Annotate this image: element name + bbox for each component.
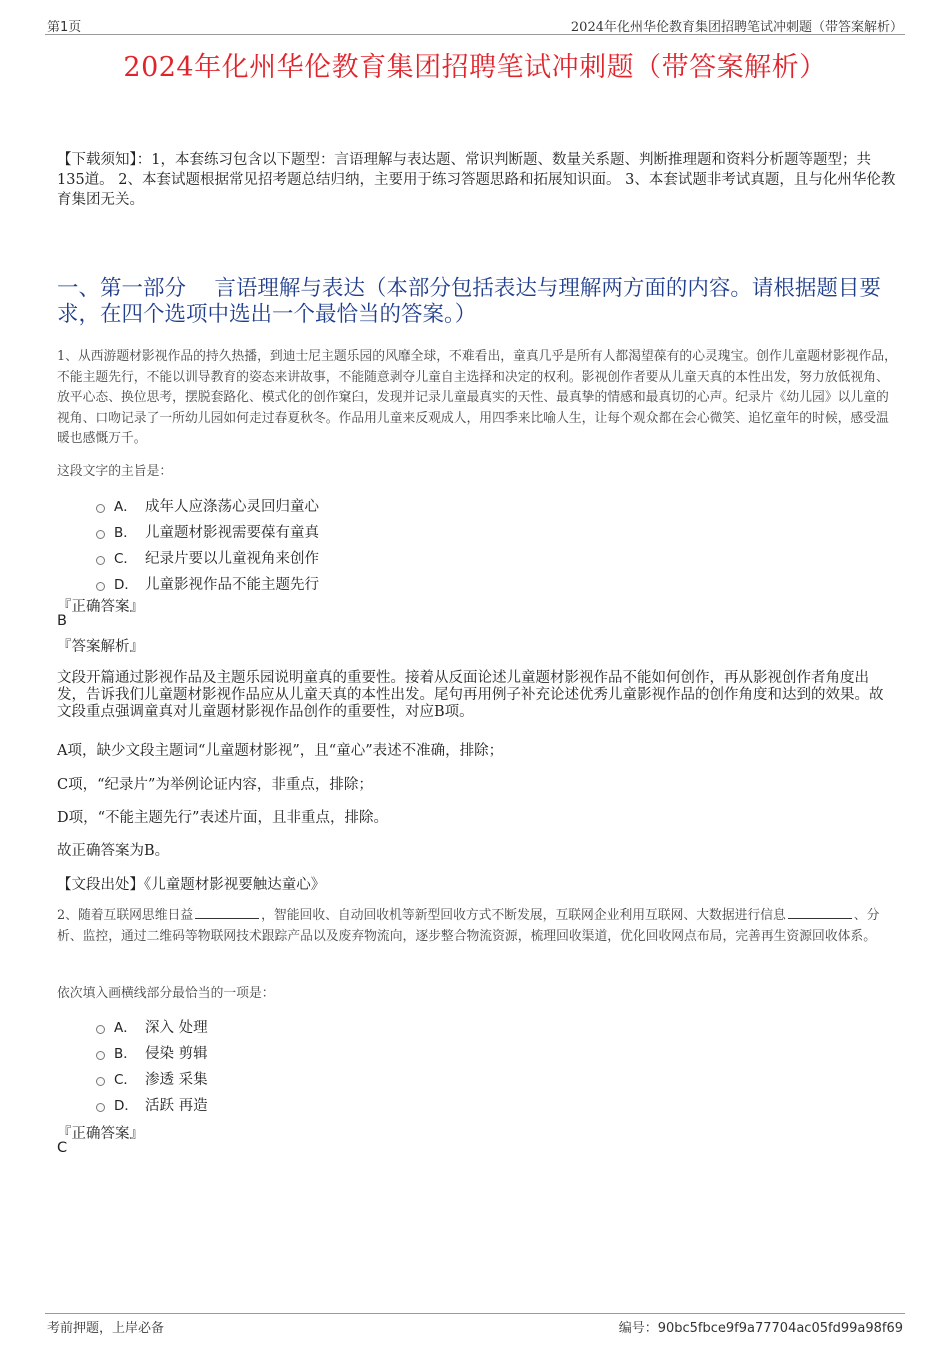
option-d[interactable]: D． 活跃 再造: [96, 1091, 208, 1117]
footer-slogan: 考前押题，上岸必备: [47, 1321, 165, 1336]
page-footer: [45, 1313, 905, 1336]
document-code: 编号：90bc5fbce9f9a77704ac05fd99a98f69: [618, 1321, 903, 1336]
analysis-text: 文段开篇通过影视作品及主题乐园说明童真的重要性。接着从反面论述儿童题材影视作品不能如何创作，再从影视创作者角度出发，告诉我们儿童题材影视作品应从儿童天真的本性出发。尾句再用例子补充论述优秀儿童影视作品的创作角度和达到的效果。故文段重点强调童真对儿童题材影视作品创作的重要性，对应B项。: [57, 670, 884, 720]
option-b[interactable]: B． 儿童题材影视需要葆有童真: [96, 518, 319, 544]
fill-blank-2: [788, 906, 852, 919]
analysis-label: 『答案解析』: [57, 639, 144, 655]
question-2-passage: 2、随着互联网思维日益 ，智能回收、自动回收机等新型回收方式不断发展，互联网企业利用互联网、大数据进行信息 、分析、监控，通过二维码等物联网技术跟踪产品以及废弃物流向，逐步整合物流资源，梳理回收渠道，优化回收网点布局，完善再生资源回收体系。: [57, 908, 880, 944]
option-b[interactable]: B． 侵染 剪辑: [96, 1039, 208, 1065]
question-1-stem: 这段文字的主旨是：: [57, 464, 173, 479]
radio-icon[interactable]: [96, 1103, 105, 1112]
source-note: 【文段出处】《儿童题材影视要触达童心》: [57, 877, 326, 893]
radio-icon[interactable]: [96, 582, 105, 591]
answer-value: C: [57, 1140, 68, 1156]
question-2-stem: 依次填入画横线部分最恰当的一项是：: [57, 986, 275, 1001]
option-d[interactable]: D． 儿童影视作品不能主题先行: [96, 570, 319, 596]
radio-icon[interactable]: [96, 1051, 105, 1060]
page-number: 第1页: [47, 20, 82, 35]
page-header: [45, 14, 905, 35]
radio-icon[interactable]: [96, 556, 105, 565]
option-c[interactable]: C． 渗透 采集: [96, 1065, 208, 1091]
radio-icon[interactable]: [96, 1077, 105, 1086]
section-heading: 一、第一部分 言语理解与表达（本部分包括表达与理解两方面的内容。请根据题目要求，在四个选项中选出一个最恰当的答案。）: [57, 276, 881, 327]
header-doc-title: 2024年化州华伦教育集团招聘笔试冲刺题（带答案解析）: [570, 20, 903, 35]
question-1-options: [96, 492, 319, 596]
analysis-note-a: A项，缺少文段主题词“儿童题材影视”，且“童心”表述不准确，排除；: [57, 743, 504, 759]
analysis-note-d: D项，“不能主题先行”表述片面，且非重点，排除。: [57, 810, 388, 826]
document-title: 2024年化州华伦教育集团招聘笔试冲刺题（带答案解析）: [123, 52, 827, 83]
fill-blank-1: [195, 906, 259, 919]
radio-icon[interactable]: [96, 1025, 105, 1034]
analysis-conclusion: 故正确答案为B。: [57, 843, 170, 859]
answer-label: 『正确答案』: [57, 599, 144, 615]
question-2-options: [96, 1013, 208, 1117]
radio-icon[interactable]: [96, 504, 105, 513]
answer-label: 『正确答案』: [57, 1126, 144, 1142]
option-c[interactable]: C． 纪录片要以儿童视角来创作: [96, 544, 319, 570]
analysis-note-c: C项，“纪录片”为举例论证内容，非重点，排除；: [57, 777, 373, 793]
option-a[interactable]: A． 深入 处理: [96, 1013, 208, 1039]
question-1-passage: 1、从西游题材影视作品的持久热播，到迪士尼主题乐园的风靡全球，不难看出，童真几乎是所有人都渴望葆有的心灵瑰宝。创作儿童题材影视作品，不能主题先行，不能以训导教育的姿态来讲故事，不能随意剥夺儿童自主选择和决定的权利。影视创作者要从儿童天真的本性出发，努力放低视角、放平心态、换位思考，摆脱套路化、模式化的创作窠臼，发现并记录儿童最真实的天性、最真挚的情感和最真切的心声。纪录片《幼儿园》以儿童的视角、口吻记录了一所幼儿园如何走过春夏秋冬。作品用儿童来反观成人，用四季来比喻人生，让每个观众都在会心微笑、追忆童年的时候，感受温暖也感慨万千。: [57, 349, 897, 446]
answer-value: B: [57, 613, 67, 629]
download-notice: 【下载须知】：1，本套练习包含以下题型：言语理解与表达题、常识判断题、数量关系题、判断推理题和资料分析题等题型；共135道。 2、本套试题根据常见招考题总结归纳，主要用于练习答题思路和拓展知识面。 3、本套试题非考试真题，且与化州华伦教育集团无关。: [57, 152, 896, 208]
radio-icon[interactable]: [96, 530, 105, 539]
option-a[interactable]: A． 成年人应涤荡心灵回归童心: [96, 492, 319, 518]
